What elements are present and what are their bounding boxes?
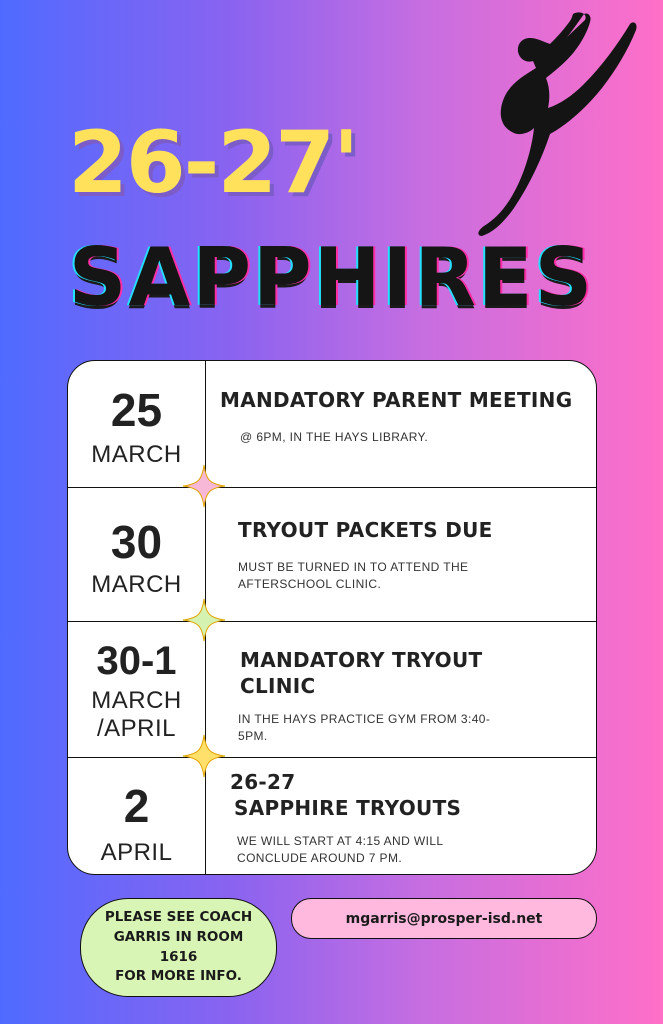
event-month: MARCH — [91, 571, 182, 598]
event-title — [230, 769, 461, 821]
event-month: MARCH — [91, 687, 182, 714]
event-day: 30-1 — [96, 639, 177, 683]
event-title-line: CLINIC — [240, 674, 316, 698]
year-heading: 26-27' — [68, 113, 358, 213]
event-month: MARCH — [91, 441, 182, 468]
email-link[interactable]: mgarris@prosper-isd.net — [291, 898, 597, 939]
event-title-line: MANDATORY TRYOUT — [240, 648, 483, 672]
coach-info-line: GARRIS IN ROOM 1616 — [113, 928, 244, 965]
event-title — [240, 647, 482, 699]
event-description: @ 6PM, IN THE HAYS LIBRARY. — [240, 430, 429, 444]
pink-sparkle-icon — [182, 464, 226, 508]
coach-info-line: FOR MORE INFO. — [115, 968, 242, 985]
yellow-sparkle-icon — [182, 734, 226, 778]
event-date — [68, 641, 205, 742]
coach-info-badge — [80, 898, 277, 997]
event-day: 2 — [123, 780, 150, 832]
event-title: TRYOUT PACKETS DUE — [238, 518, 493, 542]
event-title-line: SAPPHIRE TRYOUTS — [234, 796, 462, 820]
row-divider — [68, 621, 596, 622]
dancer-silhouette-icon — [438, 8, 648, 238]
event-description-line: MUST BE TURNED IN TO ATTEND THE — [238, 560, 469, 574]
schedule-table — [67, 360, 597, 875]
event-description — [238, 711, 490, 746]
event-description-line: WE WILL START AT 4:15 AND WILL — [237, 834, 444, 848]
green-sparkle-icon — [182, 598, 226, 642]
event-description — [237, 833, 444, 868]
event-description-line: 5PM. — [238, 729, 268, 744]
coach-info-line: PLEASE SEE COACH — [104, 909, 253, 926]
event-day: 30 — [110, 516, 163, 568]
row-divider — [68, 757, 596, 758]
event-title-line: 26-27 — [230, 770, 296, 794]
event-description-line: AFTERSCHOOL CLINIC. — [238, 577, 382, 592]
team-title: SAPPHIRES — [68, 231, 595, 324]
event-date — [68, 384, 205, 469]
event-description — [238, 559, 468, 594]
event-date — [68, 780, 205, 867]
event-description-line: CONCLUDE AROUND 7 PM. — [237, 851, 403, 866]
event-month: APRIL — [100, 839, 173, 866]
event-month-secondary: /APRIL — [96, 714, 177, 742]
row-divider — [68, 487, 596, 488]
event-title: MANDATORY PARENT MEETING — [220, 388, 573, 412]
event-day: 25 — [110, 384, 163, 436]
event-description-line: IN THE HAYS PRACTICE GYM FROM 3:40- — [238, 712, 491, 726]
event-date — [68, 516, 205, 599]
